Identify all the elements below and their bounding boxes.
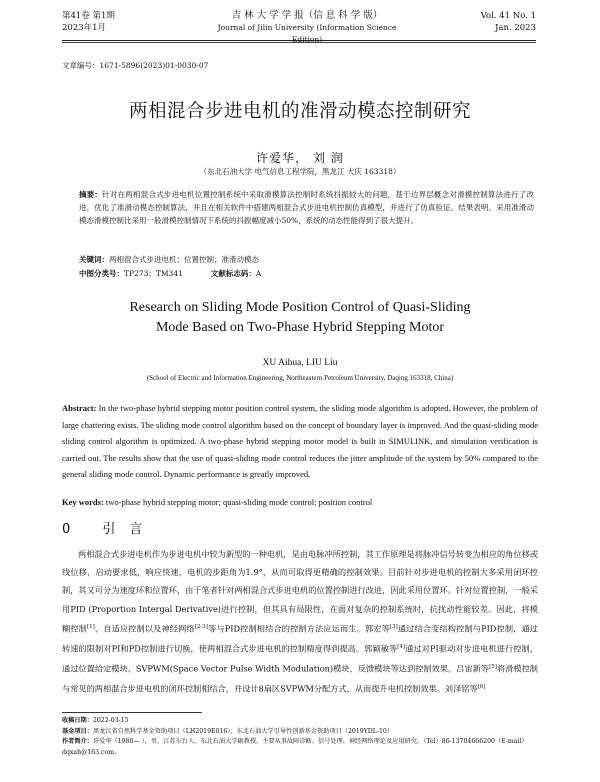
intro-text-3: 等与PID控制相结合的控制方法应运而生。郭宏等: [207, 623, 390, 634]
authors-cn: 许爱华， 刘 润: [256, 151, 344, 165]
author-bio-text: 许爱华（1980— ），男，江苏东台人，东北石油大学副教授，主要从事故障诊断、信号处理、神经网络理论及应用研究，（Tel）86-13704666200（E-mail）dqxah@163.com。: [62, 738, 528, 756]
intro-text-4: 通过结合变结构控制与PID控制，通过转速的限制对PI和PD控制进行切换，使两相混合式步进电机的控制精度得到提高。郭颖敏等: [62, 623, 538, 654]
section-title: 引言: [102, 522, 157, 537]
header-rule: [62, 40, 536, 41]
received-date: 2022-03-15: [92, 717, 129, 724]
header-journal-en: Journal of Jilin University (Information Science Edition): [217, 23, 397, 44]
abstract-en: [62, 400, 538, 483]
section-number: 0: [62, 522, 85, 537]
running-header: [62, 10, 536, 44]
doc-code-label: 文献标志码：: [210, 269, 256, 278]
author-bio-label: 作者简介：: [62, 738, 93, 745]
title-en-line2: Mode Based on Two-Phase Hybrid Stepping Motor: [155, 320, 445, 335]
affiliation-en: (School of Electric and Information Engineering, Northeastern Petroleum University, Daqing 163318, China): [146, 374, 454, 382]
abstract-cn-label: 摘要：: [79, 190, 103, 199]
abstract-cn: [79, 188, 534, 227]
section-heading: [62, 518, 156, 537]
citation-4: [4]: [397, 643, 406, 650]
citation-2: [2-3]: [194, 623, 208, 630]
header-volume-en: Vol. 41 No. 1: [480, 11, 536, 21]
citation-3: [3]: [389, 623, 398, 630]
citation-6: [6]: [477, 683, 486, 690]
article-number: 文章编号：1671-5896(2023)01-0030-07: [62, 61, 209, 70]
intro-text-1: 两相混合式步进电机作为步进电机中较为新型的一种电机，是由电脉冲所控制，其工作原理是将脉冲信号转变为相应的角位移或线位移，启动要求低，响应快速，电机的步距角为1.9°，从而可取得更精确的控制效果。目前针对步进电机的控制大多采用闭环控制，其又可分为速度环和位置环，由于笔者针对两相混合式步进电机的位置控制进行改进，因此采用位置环。针对位置控制，一般采用PID (Proportion Intergal Derivative)进行控制，但其具有局限性，在面对复杂的控制系统时，抗扰动性能较差。因此，将模糊控制: [62, 549, 538, 634]
citation-5: [5]: [489, 663, 497, 670]
classification-cn: [79, 268, 261, 280]
header-rule-thin: [62, 42, 536, 43]
abstract-en-label: Abstract:: [62, 403, 97, 413]
keywords-en-label: Key words:: [62, 497, 104, 507]
keywords-cn-text: 两相混合式步进电机；位置控制；准滑动模态: [109, 255, 259, 264]
received-label: 收稿日期：: [62, 717, 93, 724]
authors-en: XU Aihua, LIU Liu: [262, 358, 338, 368]
header-date-cn: 2023年1月: [62, 23, 107, 33]
footnote-author: [62, 737, 542, 758]
title-en-line1: Research on Sliding Mode Position Control of Quasi-Sliding: [129, 300, 471, 315]
intro-paragraph: [62, 545, 538, 698]
fund-text: 黑龙江省自然科学基金资助项目（LH2019E016）；东北石油大学引导性创新基金资助项目（2019YDL-10）: [92, 727, 394, 735]
header-left: [62, 10, 115, 34]
abstract-en-text: In the two-phase hybrid stepping motor position control system, the sliding mode algorithm is adopted. However, the problem of large chattering exists. The sliding mode control algorithm based on the concept of boundary layer is improved. And the quasi-sliding mode sliding control algorithm is optimized. A two-phase hybrid stepping motor model is built in SIMULINK, and simulation verification is carried out. The results show that the use of quasi-sliding mode control reduces the jitter amplitude of the system by 50% compared to the general sliding mode control. Dynamic performance is greatly improved.: [62, 403, 539, 479]
abstract-cn-text: 针对在两相混合式步进电机位置控制系统中采取滑模算法控制时系统抖振较大的问题，基于边界层概念对滑模控制算法进行了改进，优化了准滑动模态控制算法，并且在相关软件中搭建两相混合式步进电机控制仿真模型，并进行了仿真验证。结果表明，采用准滑动模态滑模控制比采用一般滑模控制情况下系统的抖振幅度减小50%，系统的动态性能得到了很大提升。: [79, 190, 535, 225]
keywords-cn-label: 关键词：: [79, 255, 109, 264]
title-cn: 两相混合步进电机的准滑动模态控制研究: [128, 101, 471, 122]
footnote-rule: [62, 712, 202, 713]
classification-value: TP273；TM341: [124, 269, 183, 278]
keywords-cn: [79, 254, 259, 266]
keywords-en: [62, 495, 538, 509]
classification-label: 中图分类号：: [79, 269, 124, 278]
header-volume-cn: 第41卷 第1期: [62, 11, 115, 21]
intro-text-5: 通过对PI驱动对步进电机进行控制，通过位置给定模块、SVPWM(Space Vector Pulse Width Modulation)模块、反馈模块等达到控制效果。吕宙新等: [62, 643, 538, 674]
footnote-fund: [62, 727, 542, 738]
footnotes: [62, 716, 542, 758]
title-en: [0, 298, 600, 338]
fund-label: 基金项目：: [62, 727, 93, 735]
keywords-en-text: two-phase hybrid stepping motor; quasi-sliding mode control; position control: [105, 497, 373, 507]
citation-1: [1]: [86, 623, 95, 630]
footnote-received: [62, 716, 542, 727]
header-journal-cn: 吉 林 大 学 学 报（信 息 科 学 版）: [231, 10, 383, 21]
intro-text-2: 、自适应控制以及神经网络: [94, 623, 195, 634]
affiliation-cn: （东北石油大学 电气信息工程学院，黑龙江 大庆 163318）: [199, 167, 401, 176]
intro-text-6: 将滑模控制与常见的两相混合步进电机的闭环控制相结合，并设计8扇区SVPWM分配方式，从而提升电机控制效果。刘泽铭等: [62, 663, 538, 694]
header-right: [481, 10, 536, 34]
doc-code-value: A: [255, 269, 262, 278]
header-date-en: Jan. 2023: [495, 23, 536, 33]
